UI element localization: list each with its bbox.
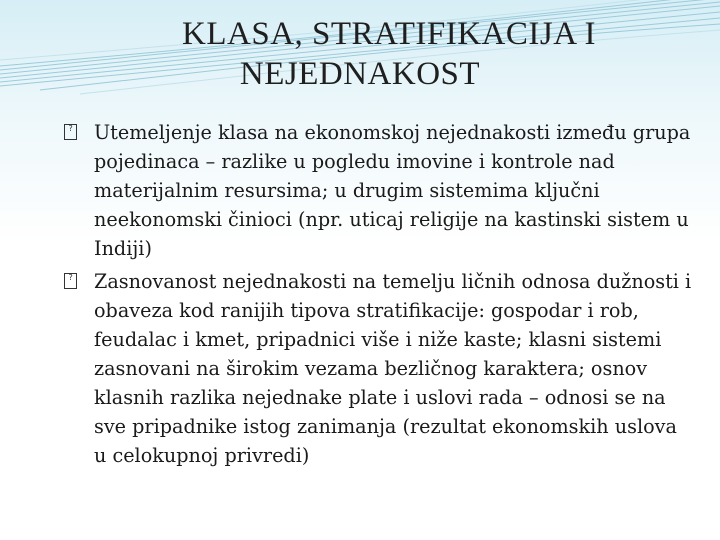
title-line-2: NEJEDNAKOST <box>239 56 481 92</box>
bullet-item <box>64 267 694 470</box>
bullet-text: Utemeljenje klasa na ekonomskoj nejednakosti između grupa pojedinaca – razlike u pogledu imovine i kontrole nad materijalnim resursima; u drugim sistemima ključni neekonomski činioci (npr. uticaj religije na kastinski sistem u Indiji) <box>94 121 691 260</box>
missing-glyph-box-icon: ? <box>64 124 77 140</box>
missing-glyph-box-icon: ? <box>64 273 77 289</box>
bullet-list <box>64 118 694 474</box>
bullet-item <box>64 118 694 263</box>
bullet-text: Zasnovanost nejednakosti na temelju ličnih odnosa dužnosti i obaveza kod ranijih tipova stratifikacije: gospodar i rob, feudalac i kmet, pripadnici više i niže kaste; klasni sistemi zasnovani na širokim vezama bezličnog karaktera; osnov klasnih razlika nejednake plate i uslovi rada – odnosi se na sve pripadnike istog zanimanja (rezultat ekonomskih uslova u celokupnoj privredi) <box>94 270 692 467</box>
title-line-1: KLASA, STRATIFIKACIJA I <box>182 16 596 52</box>
slide-title <box>60 14 660 94</box>
